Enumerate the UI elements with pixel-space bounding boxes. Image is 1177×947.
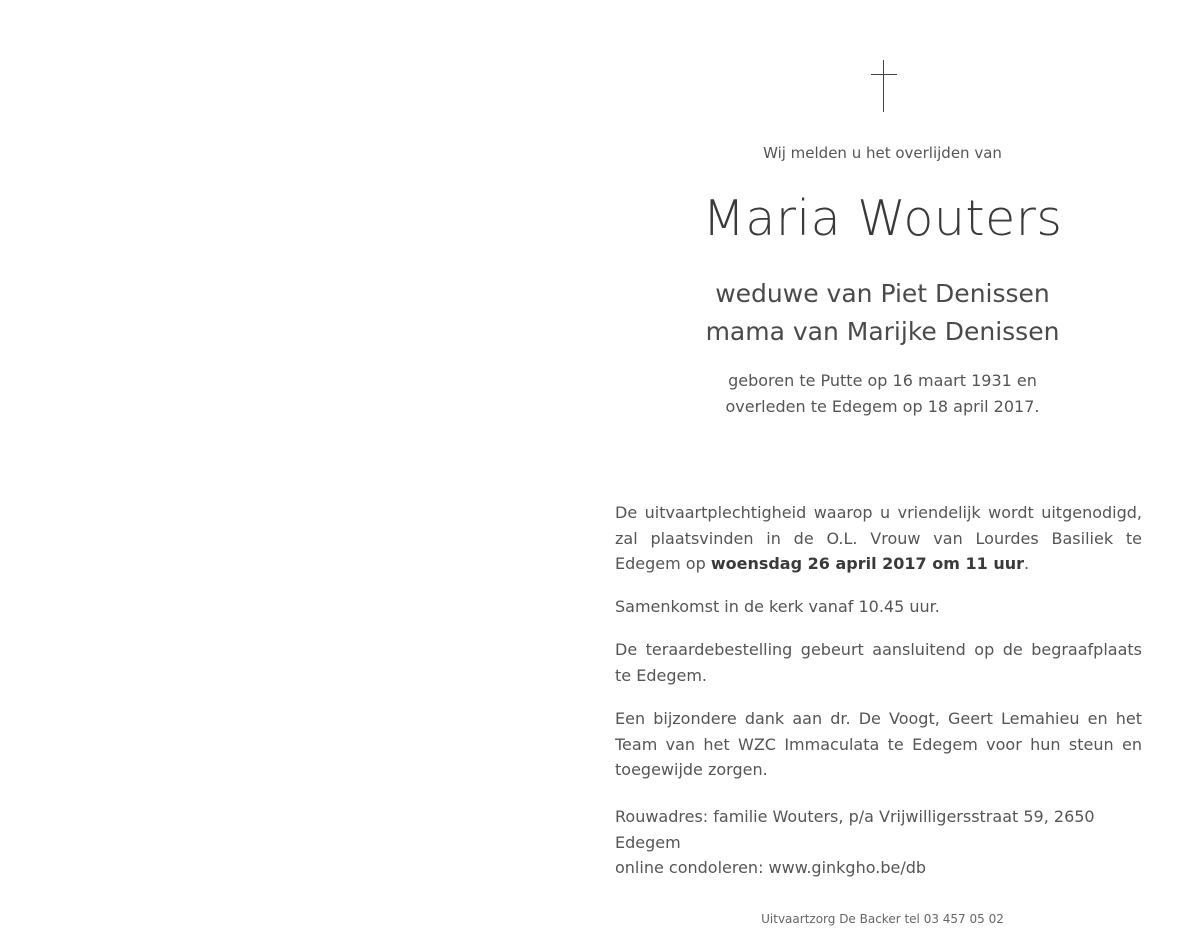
contact-block — [615, 804, 1142, 881]
funeral-home-footer: Uitvaartzorg De Backer tel 03 457 05 02 — [761, 912, 1004, 926]
blank-left-page — [0, 0, 588, 947]
ceremony-end: . — [1023, 554, 1030, 573]
mourning-address: Rouwadres: familie Wouters, p/a Vrijwilligersstraat 59, 2650 Edegem — [615, 807, 1095, 852]
ceremony-paragraph — [615, 500, 1142, 577]
relation-spouse: weduwe van Piet Denissen — [715, 279, 1050, 308]
gathering-paragraph: Samenkomst in de kerk vanaf 10.45 uur. — [615, 597, 940, 616]
burial-paragraph: De teraardebestelling gebeurt aansluitend op de begraafplaats te Edegem. — [615, 640, 1142, 685]
ceremony-date: woensdag 26 april 2017 om 11 uur — [710, 554, 1024, 573]
intro-text: Wij melden u het overlijden van — [763, 144, 1002, 162]
relation-child: mama van Marijke Denissen — [705, 317, 1060, 346]
birth-line: geboren te Putte op 16 maart 1931 en — [728, 371, 1037, 390]
obituary-page — [588, 0, 1177, 947]
ceremony-text: De uitvaartplechtigheid waarop u vriendelijk wordt uitgenodigd, zal plaatsvinden in de O.L. Vrouw van Lourdes Basiliek te Edegem op — [615, 503, 1142, 573]
deceased-name: Maria Wouters — [702, 190, 1063, 247]
online-condolence: online condoleren: www.ginkgho.be/db — [615, 858, 927, 877]
cross-icon — [871, 60, 897, 112]
death-line: overleden te Edegem op 18 april 2017. — [725, 397, 1040, 416]
thanks-paragraph: Een bijzondere dank aan dr. De Voogt, Geert Lemahieu en het Team van het WZC Immaculata te Edegem voor hun steun en toegewijde zorgen. — [615, 709, 1142, 779]
